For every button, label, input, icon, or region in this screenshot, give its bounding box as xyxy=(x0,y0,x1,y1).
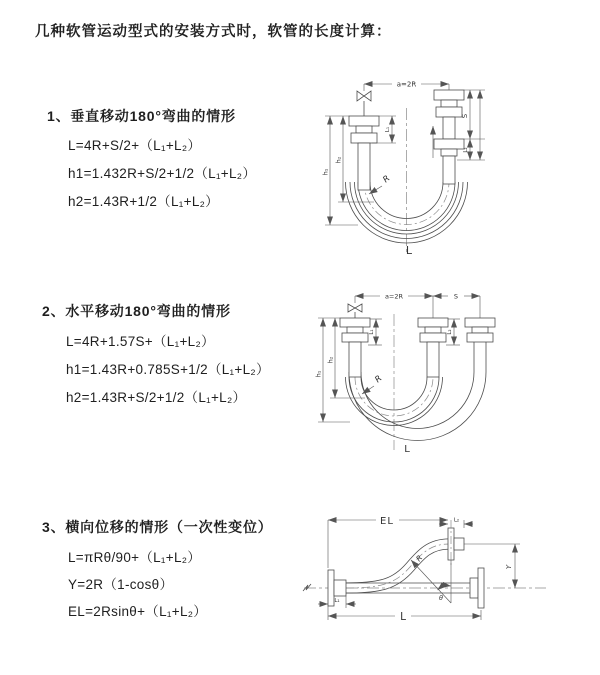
radius-leader xyxy=(369,174,392,194)
angle-theta xyxy=(411,560,451,603)
dim-label-l: L xyxy=(400,611,406,623)
diagram-horizontal-movement-180-bend xyxy=(310,282,590,464)
dimension-h1 xyxy=(322,116,359,225)
dim-label-h2: h₂ xyxy=(326,356,335,364)
dimension-l1 xyxy=(318,596,356,608)
section-1-heading: 1、垂直移动180°弯曲的情形 xyxy=(47,108,236,124)
left-pipe-fitting xyxy=(340,318,370,377)
section-3-heading: 3、横向位移的情形（一次性变位） xyxy=(42,519,273,535)
formula-line: L=4R+1.57S+（L₁+L₂） xyxy=(66,334,215,349)
formula-line: h1=1.432R+S/2+1/2（L₁+L₂） xyxy=(68,166,257,181)
formula-line: h1=1.43R+0.785S+1/2（L₁+L₂） xyxy=(66,362,270,377)
formula-line: L=πRθ/90+（L₁+L₂） xyxy=(68,550,202,565)
dimension-l2 xyxy=(439,518,473,529)
dimension-s xyxy=(457,90,485,160)
dim-label-h1: h₁ xyxy=(314,370,323,378)
dim-label-l1: L₁ xyxy=(369,329,375,335)
dim-label-h2: h₂ xyxy=(334,156,343,164)
dim-label-theta: θ xyxy=(439,594,443,602)
formula-line: h2=1.43R+1/2（L₁+L₂） xyxy=(68,194,219,209)
valve-icon xyxy=(357,91,371,116)
formula-line: EL=2Rsinθ+（L₁+L₂） xyxy=(68,604,208,619)
dim-label-y: Y xyxy=(505,564,513,570)
diagram-lateral-displacement xyxy=(298,500,598,655)
middle-pipe-fitting xyxy=(418,318,448,377)
left-pipe-fitting xyxy=(349,116,379,190)
dim-label-r: R xyxy=(414,553,425,564)
dim-label-l2: L₂ xyxy=(453,517,460,524)
dim-label-l1: L₁ xyxy=(334,598,340,604)
dim-label-a2r: a=2R xyxy=(396,80,417,89)
section-2-heading: 2、水平移动180°弯曲的情形 xyxy=(42,303,231,319)
dim-label-l: L xyxy=(404,444,410,455)
right-pipe-fitting xyxy=(433,90,464,184)
formula-line: h2=1.43R+S/2+1/2（L₁+L₂） xyxy=(66,390,247,405)
dimension-l2 xyxy=(463,90,480,160)
dim-label-l1: L₁ xyxy=(385,126,391,133)
hose-u-bend xyxy=(346,182,468,243)
dim-label-l: L xyxy=(405,244,413,257)
valve-icon xyxy=(348,304,362,318)
dim-label-s: S xyxy=(453,292,459,301)
formula-line: L=4R+S/2+（L₁+L₂） xyxy=(68,138,202,153)
hose-swung-position xyxy=(349,340,486,441)
hose-s-curve xyxy=(346,544,449,588)
formula-line: Y=2R（1-cosθ） xyxy=(68,577,174,592)
dim-label-r: R xyxy=(381,173,393,186)
page-title: 几种软管运动型式的安装方式时，软管的长度计算： xyxy=(35,24,392,40)
dim-label-h1: h₁ xyxy=(321,168,330,176)
radius-leader xyxy=(362,374,384,394)
dim-label-s: S xyxy=(461,113,469,119)
dim-label-r: R xyxy=(373,373,385,386)
dim-label-l2: L₂ xyxy=(447,329,453,335)
dim-label-a2r: a=2R xyxy=(384,292,404,301)
dimension-l xyxy=(328,608,481,623)
upper-flange xyxy=(448,517,464,566)
dimension-s xyxy=(433,292,480,318)
right-pipe-fitting xyxy=(465,318,495,342)
dimension-a2r xyxy=(364,81,449,92)
dimension-el xyxy=(328,516,448,568)
diagram-vertical-movement-180-bend xyxy=(312,70,590,262)
dim-label-el: EL xyxy=(380,515,394,527)
dim-label-l2: L₂ xyxy=(463,147,469,153)
